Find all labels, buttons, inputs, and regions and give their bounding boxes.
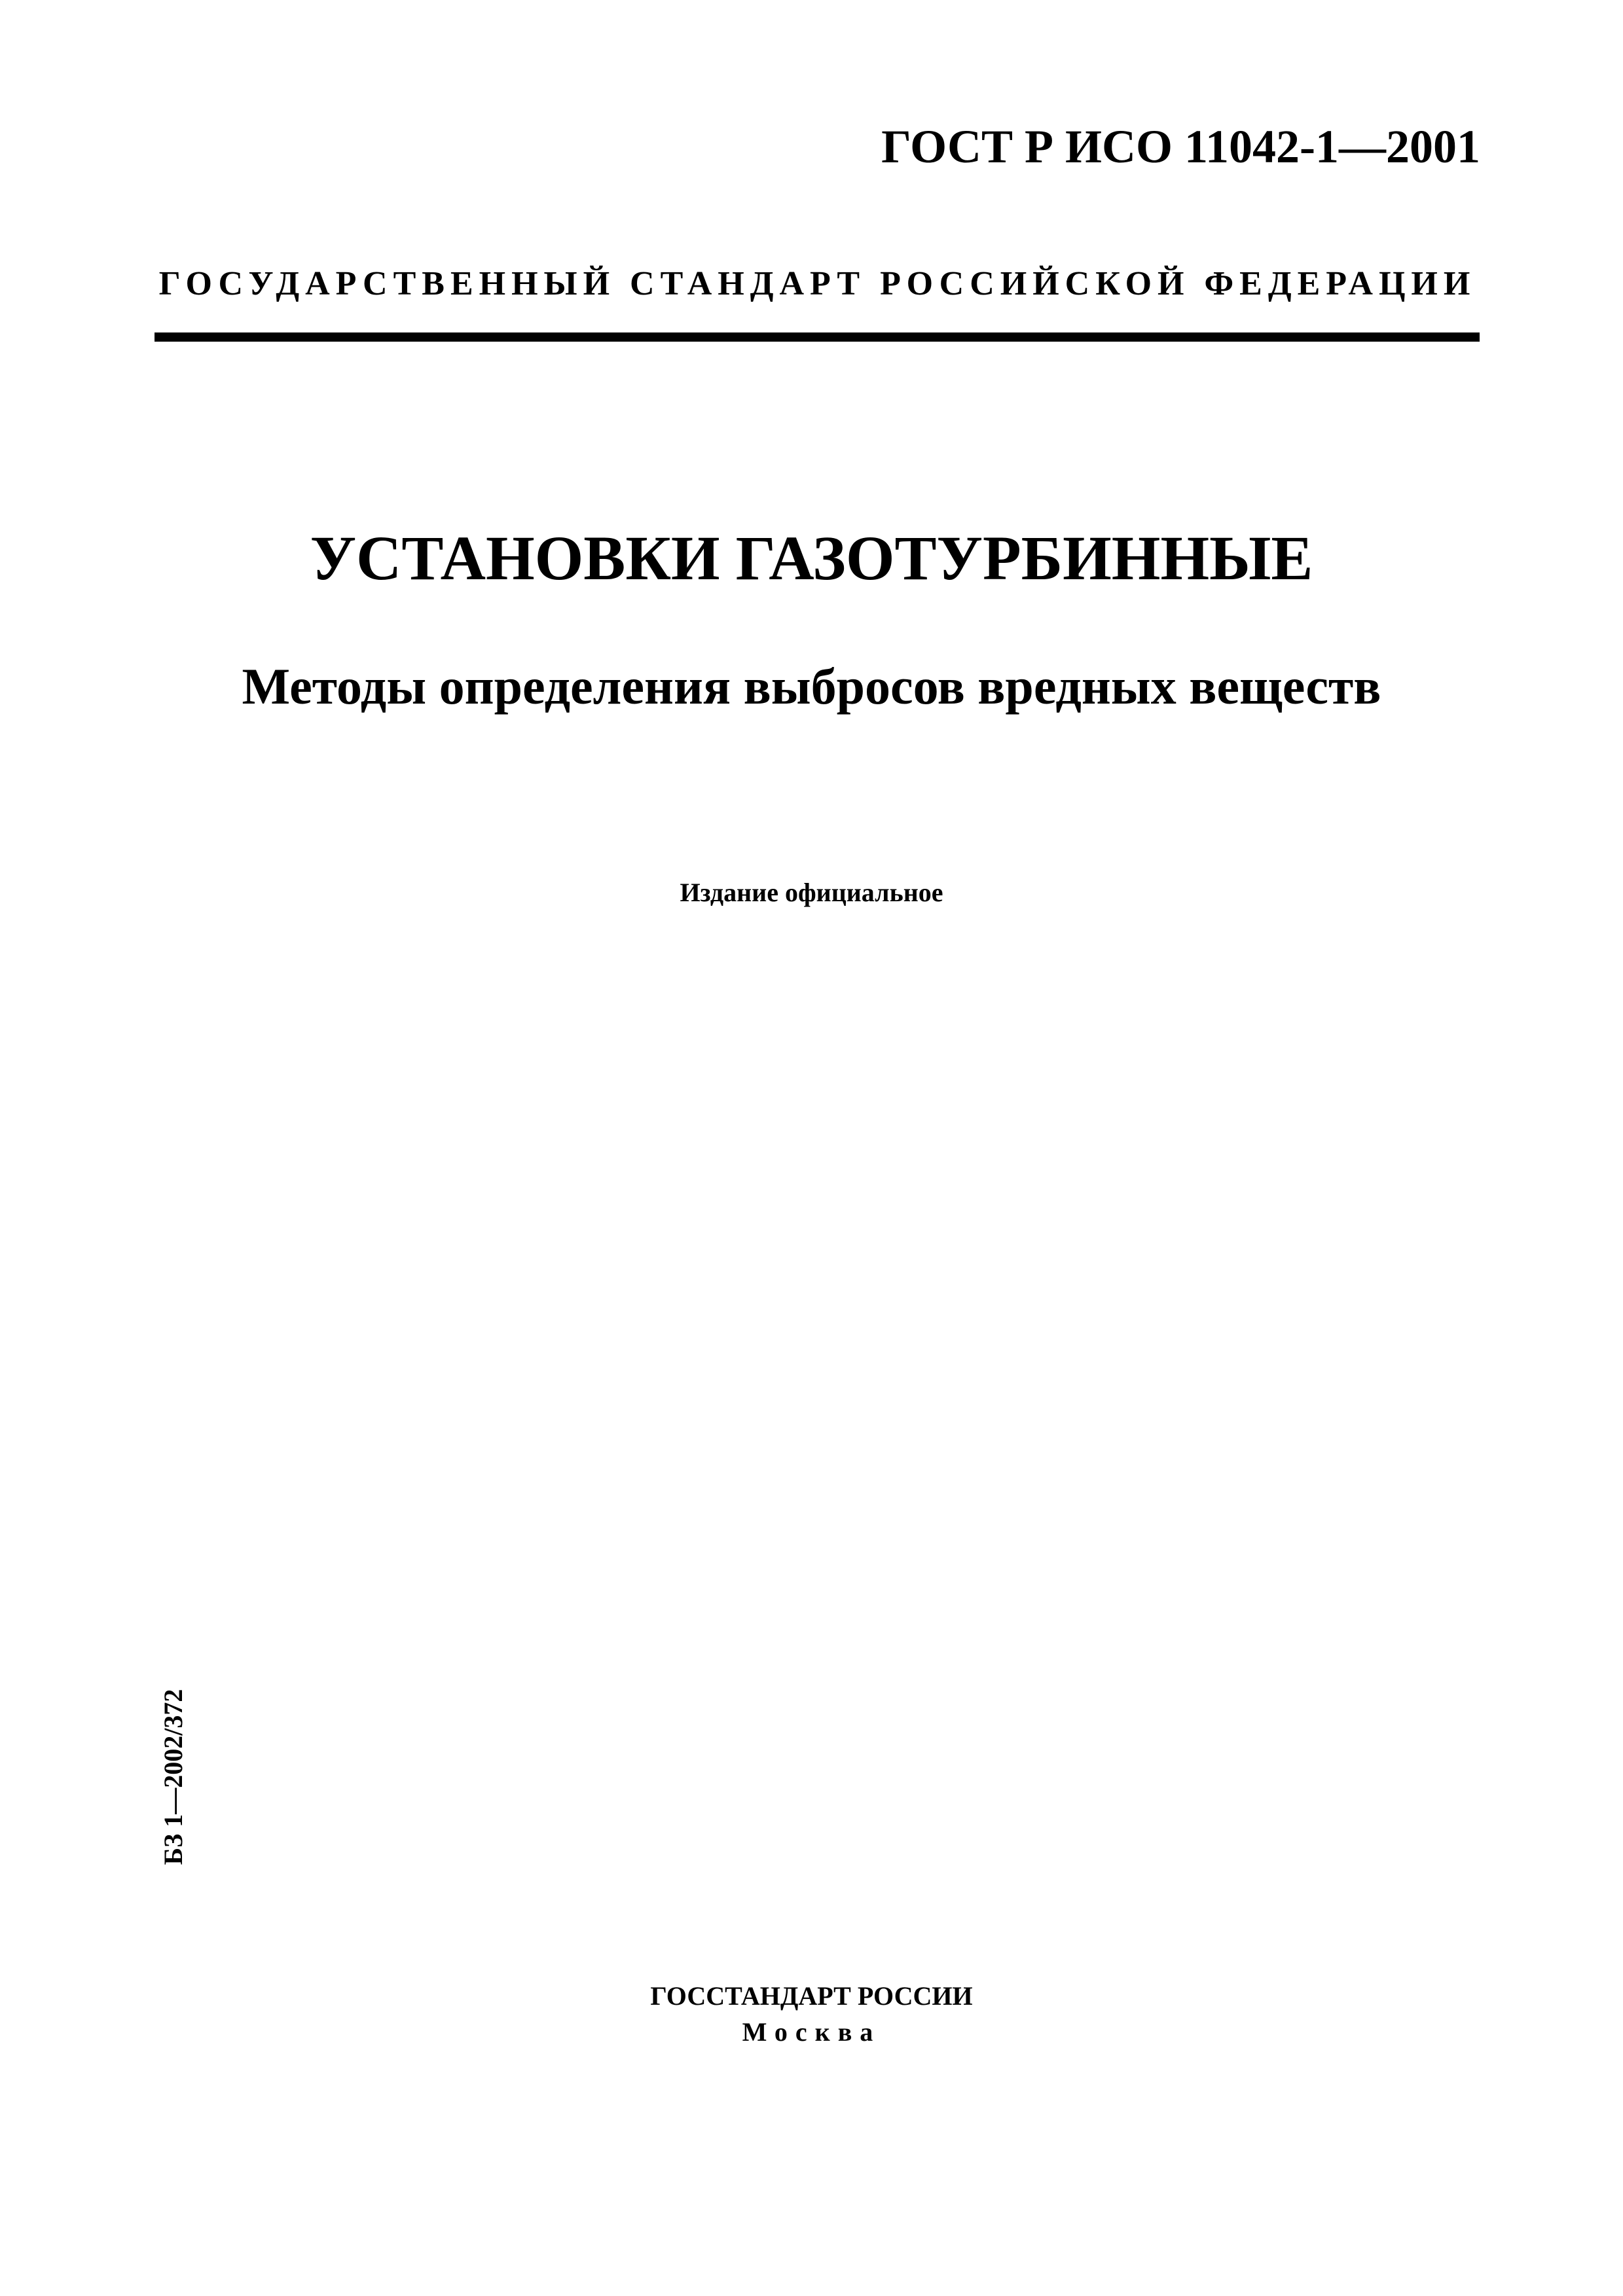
publication-city: Москва	[742, 2017, 881, 2047]
document-number: ГОСТ Р ИСО 11042-1—2001	[881, 120, 1480, 173]
publisher-name: ГОССТАНДАРТ РОССИИ	[650, 1981, 973, 2011]
document-title: УСТАНОВКИ ГАЗОТУРБИННЫЕ	[310, 523, 1313, 593]
header-rule	[155, 332, 1480, 342]
side-catalog-code: БЗ 1—2002/372	[158, 1689, 188, 1865]
state-standard-heading: ГОСУДАРСТВЕННЫЙ СТАНДАРТ РОССИЙСКОЙ ФЕДЕРАЦИИ	[158, 265, 1476, 302]
edition-label: Издание официальное	[680, 878, 943, 907]
document-subtitle: Методы определения выбросов вредных веществ	[242, 658, 1381, 715]
